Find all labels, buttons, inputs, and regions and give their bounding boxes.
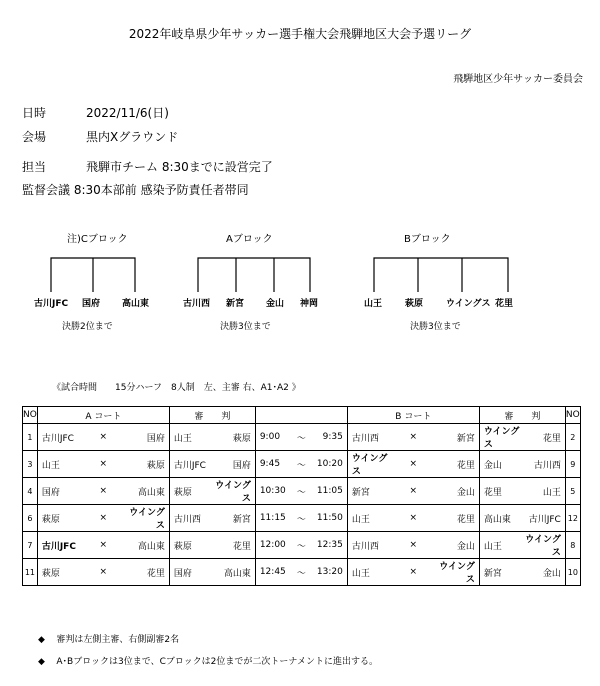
b-referees — [479, 478, 565, 505]
vs-mark: × — [409, 459, 418, 469]
header-no-a: NO — [23, 407, 38, 424]
match-no-a: 1 — [23, 424, 38, 451]
staff-label: 担当 — [22, 160, 47, 174]
a-referees — [169, 559, 255, 586]
referee-sub: ウイングス — [215, 481, 251, 504]
referee-sub: 古川西 — [533, 460, 561, 471]
footnote-2 — [38, 654, 378, 667]
b-home-team: ウイングス — [351, 454, 388, 477]
team-a-3: 金山 — [266, 299, 285, 309]
footnote-text: 審判は左側主審、右側副審2名 — [56, 635, 180, 645]
league-diagram — [0, 0, 600, 300]
end-time: 12:35 — [316, 540, 343, 550]
team-c-3: 高山東 — [122, 299, 150, 309]
end-time: 9:35 — [322, 432, 343, 442]
header-a-court: A コート — [37, 407, 169, 424]
referee-sub: 萩原 — [232, 433, 251, 444]
a-away-team: 萩原 — [146, 460, 165, 471]
referee-main: 山王 — [483, 541, 502, 552]
vs-mark: × — [409, 486, 418, 496]
team-a-1: 古川西 — [183, 299, 211, 309]
b-away-team: ウイングス — [439, 562, 475, 585]
vs-mark: × — [99, 567, 108, 577]
match-time — [255, 505, 347, 532]
match-no-b: 5 — [565, 478, 580, 505]
referee-main: 古川JFC — [173, 460, 206, 471]
vs-mark: × — [409, 540, 418, 550]
block-c-label: 注)Cブロック — [67, 234, 128, 245]
referee-sub: 花里 — [542, 433, 561, 444]
time-sep: ～ — [296, 514, 306, 525]
end-time: 13:20 — [316, 567, 343, 577]
start-time: 12:00 — [259, 540, 286, 550]
start-time: 9:45 — [259, 459, 281, 469]
a-home-team: 古川JFC — [41, 433, 74, 444]
referee-sub: 金山 — [542, 568, 561, 579]
vs-mark: × — [99, 459, 108, 469]
vs-mark: × — [409, 513, 418, 523]
team-b-1: 山王 — [364, 299, 383, 309]
vs-mark: × — [409, 432, 418, 442]
a-referees — [169, 451, 255, 478]
start-time: 12:45 — [259, 567, 286, 577]
a-court-match — [37, 424, 169, 451]
footnote-bullet: ◆ — [38, 657, 45, 667]
team-b-2: 萩原 — [405, 299, 424, 309]
referee-main: 山王 — [173, 433, 192, 444]
b-referees — [479, 559, 565, 586]
match-no-a: 7 — [23, 532, 38, 559]
staff-value: 飛騨市チーム 8:30までに設営完了 — [86, 160, 273, 174]
b-home-team: 新宮 — [351, 487, 370, 498]
team-a-4: 神岡 — [300, 299, 319, 309]
match-no-b: 8 — [565, 532, 580, 559]
team-c-1: 古川JFC — [34, 299, 69, 309]
match-no-b: 9 — [565, 451, 580, 478]
meeting-info: 監督会議 8:30本部前 感染予防責任者帯同 — [22, 183, 249, 197]
a-away-team: 高山東 — [137, 487, 165, 498]
b-away-team: 花里 — [456, 460, 475, 471]
table-row — [23, 478, 581, 505]
referee-main: 高山東 — [483, 514, 511, 525]
referee-main: 花里 — [483, 487, 502, 498]
match-time — [255, 532, 347, 559]
footnote-1 — [38, 632, 179, 645]
b-home-team: 古川西 — [351, 433, 379, 444]
match-no-b: 10 — [565, 559, 580, 586]
b-away-team: 花里 — [456, 514, 475, 525]
a-court-match — [37, 532, 169, 559]
b-court-match — [347, 478, 479, 505]
vs-mark: × — [409, 567, 418, 577]
referee-sub: 新宮 — [232, 514, 251, 525]
vs-mark: × — [99, 513, 108, 523]
b-home-team: 古川西 — [351, 541, 379, 552]
a-away-team: 花里 — [146, 568, 165, 579]
start-time: 11:15 — [259, 513, 286, 523]
table-row — [23, 532, 581, 559]
start-time: 10:30 — [259, 486, 286, 496]
referee-main: ウイングス — [483, 427, 520, 450]
schedule-table — [22, 406, 581, 586]
referee-main: 萩原 — [173, 487, 192, 498]
a-referees — [169, 478, 255, 505]
vs-mark: × — [99, 432, 108, 442]
table-row — [23, 424, 581, 451]
header-ref-a: 審 判 — [169, 407, 255, 424]
venue-label: 会場 — [22, 130, 47, 144]
time-sep: ～ — [296, 433, 306, 444]
date-label: 日時 — [22, 106, 47, 120]
vs-mark: × — [99, 486, 108, 496]
referee-main: 国府 — [173, 568, 192, 579]
b-home-team: 山王 — [351, 514, 370, 525]
match-no-a: 4 — [23, 478, 38, 505]
end-time: 11:50 — [316, 513, 343, 523]
table-row — [23, 451, 581, 478]
block-b-label: Bブロック — [404, 234, 451, 245]
b-referees — [479, 451, 565, 478]
a-court-match — [37, 478, 169, 505]
b-court-match — [347, 505, 479, 532]
a-court-match — [37, 559, 169, 586]
team-c-2: 国府 — [82, 299, 101, 309]
a-home-team: 萩原 — [41, 568, 60, 579]
match-no-a: 3 — [23, 451, 38, 478]
match-no-a: 6 — [23, 505, 38, 532]
referee-main: 萩原 — [173, 541, 192, 552]
match-time — [255, 424, 347, 451]
start-time: 9:00 — [259, 432, 281, 442]
header-time — [255, 407, 347, 424]
block-b-note: 決勝3位まで — [410, 322, 461, 332]
time-sep: ～ — [296, 460, 306, 471]
a-home-team: 山王 — [41, 460, 60, 471]
referee-sub: 国府 — [232, 460, 251, 471]
match-no-b: 2 — [565, 424, 580, 451]
date-value: 2022/11/6(日) — [86, 106, 169, 120]
table-row — [23, 505, 581, 532]
end-time: 10:20 — [316, 459, 343, 469]
referee-main: 古川西 — [173, 514, 201, 525]
header-ref-b: 審 判 — [479, 407, 565, 424]
table-header-row — [23, 407, 581, 424]
b-referees — [479, 424, 565, 451]
time-sep: ～ — [296, 541, 306, 552]
b-away-team: 新宮 — [456, 433, 475, 444]
referee-sub: 花里 — [232, 541, 251, 552]
header-no-b: NO — [565, 407, 580, 424]
match-no-b: 12 — [565, 505, 580, 532]
a-referees — [169, 424, 255, 451]
a-referees — [169, 505, 255, 532]
a-away-team: ウイングス — [129, 508, 165, 531]
b-court-match — [347, 451, 479, 478]
b-away-team: 金山 — [456, 487, 475, 498]
time-sep: ～ — [296, 568, 306, 579]
referee-main: 金山 — [483, 460, 502, 471]
b-referees — [479, 505, 565, 532]
match-time — [255, 451, 347, 478]
page-title: 2022年岐阜県少年サッカー選手権大会飛騨地区大会予選リーグ — [128, 27, 472, 41]
a-away-team: 高山東 — [137, 541, 165, 552]
vs-mark: × — [99, 540, 108, 550]
team-b-4: 花里 — [495, 299, 514, 309]
b-court-match — [347, 424, 479, 451]
match-time — [255, 559, 347, 586]
header-b-court: B コート — [347, 407, 479, 424]
venue-value: 黒内Xグラウンド — [86, 130, 179, 144]
block-a-note: 決勝3位まで — [220, 322, 271, 332]
a-home-team: 古川JFC — [41, 541, 76, 552]
referee-sub: 古川JFC — [528, 514, 561, 525]
referee-sub: 山王 — [542, 487, 561, 498]
referee-sub: ウイングス — [525, 535, 561, 558]
match-no-a: 11 — [23, 559, 38, 586]
a-court-match — [37, 451, 169, 478]
a-court-match — [37, 505, 169, 532]
b-home-team: 山王 — [351, 568, 370, 579]
referee-sub: 高山東 — [223, 568, 251, 579]
time-sep: ～ — [296, 487, 306, 498]
a-home-team: 萩原 — [41, 514, 60, 525]
a-home-team: 国府 — [41, 487, 60, 498]
organizer: 飛騨地区少年サッカー委員会 — [453, 74, 583, 85]
b-referees — [479, 532, 565, 559]
footnote-bullet: ◆ — [38, 635, 45, 645]
b-away-team: 金山 — [456, 541, 475, 552]
footnote-text: A･Bブロックは3位まで、Cブロックは2位までが二次トーナメントに進出する。 — [56, 657, 379, 667]
match-time — [255, 478, 347, 505]
block-c-note: 決勝2位まで — [62, 322, 113, 332]
team-b-3: ウイングス — [446, 299, 491, 309]
table-row — [23, 559, 581, 586]
a-away-team: 国府 — [146, 433, 165, 444]
b-court-match — [347, 532, 479, 559]
b-court-match — [347, 559, 479, 586]
block-a-label: Aブロック — [226, 234, 273, 245]
a-referees — [169, 532, 255, 559]
end-time: 11:05 — [316, 486, 343, 496]
match-info: 《試合時間 15分ハーフ 8人制 左、主審 右、A1･A2 》 — [52, 383, 301, 393]
referee-main: 新宮 — [483, 568, 502, 579]
team-a-2: 新宮 — [226, 299, 245, 309]
